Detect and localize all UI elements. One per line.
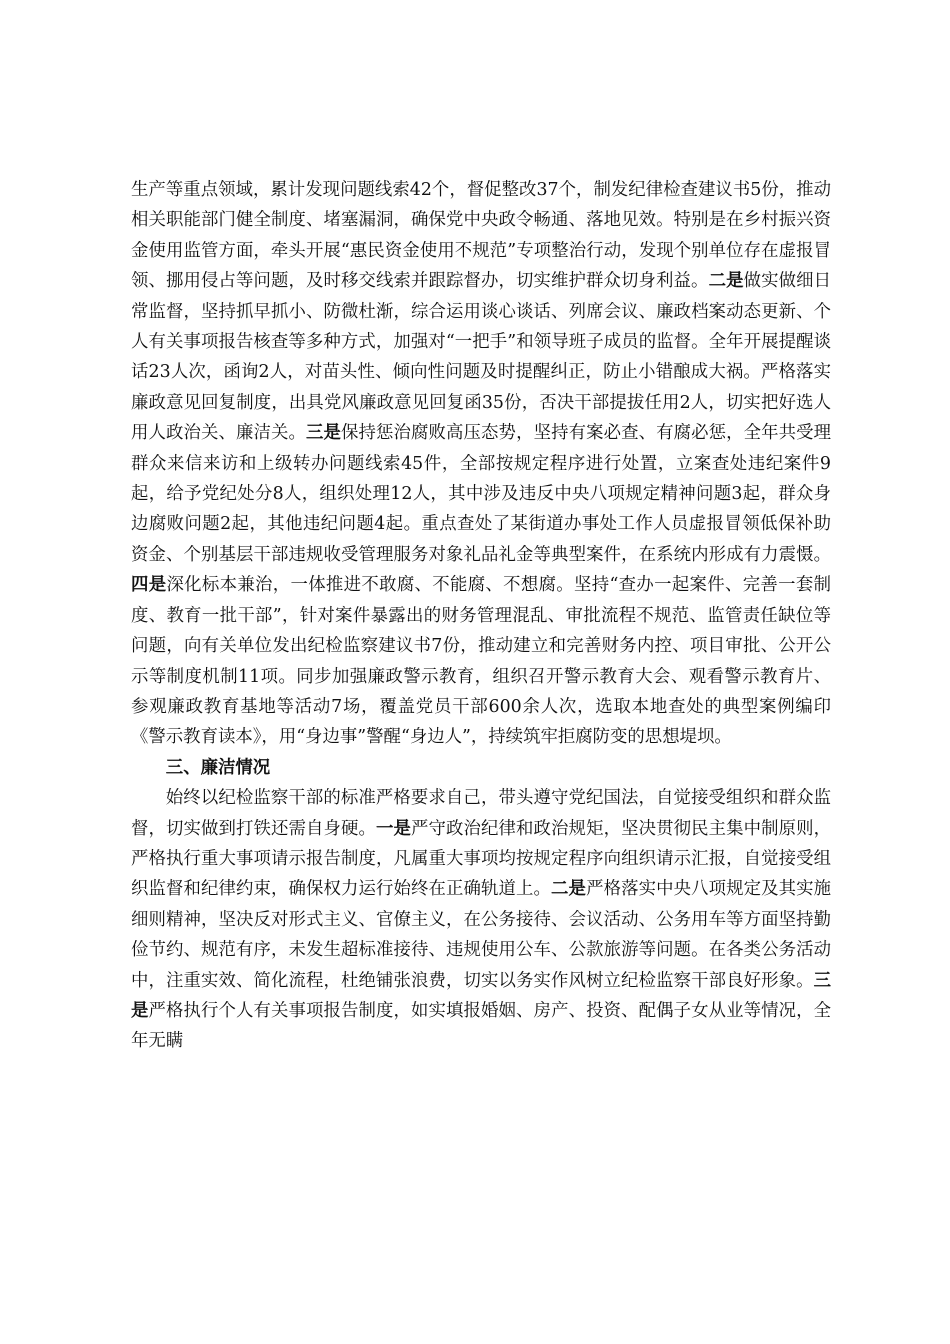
body-paragraph-supervision bbox=[131, 175, 831, 753]
bold-lead-in: 二是 bbox=[551, 879, 587, 900]
text-run: 严格落实中央八项规定及其实施细则精神，坚决反对形式主义、官僚主义，在公务接待、会议活动、公务用车等方面坚持勤俭节约、规范有序，未发生超标准接待、违规使用公车、公款旅游等问题。在各类公务活动中，注重实效、简化流程，杜绝铺张浪费，切实以务实作风树立纪检监察干部良好形象。 bbox=[131, 879, 831, 991]
text-run: 生产等重点领域，累计发现问题线索42个，督促整改37个，制发纪律检查建议书5份，推动相关职能部门健全制度、堵塞漏洞，确保党中央政令畅通、落地见效。特别是在乡村振兴资金使用监管方面，牵头开展“惠民资金使用不规范”专项整治行动，发现个别单位存在虚报冒领、挪用侵占等问题，及时移交线索并跟踪督办，切实维护群众切身利益。 bbox=[131, 180, 831, 292]
bold-lead-in: 二是 bbox=[708, 271, 744, 292]
text-run: 深化标本兼治，一体推进不敢腐、不能腐、不想腐。坚持“查办一起案件、完善一套制度、教育一批干部”，针对案件暴露出的财务管理混乱、审批流程不规范、监管责任缺位等问题，向有关单位发出纪检监察建议书7份，推动建立和完善财务内控、项目审批、公开公示等制度机制11项。同步加强廉政警示教育，组织召开警示教育大会、观看警示教育片、参观廉政教育基地等活动7场，覆盖党员干部600余人次，选取本地查处的典型案例编印《警示教育读本》，用“身边事”警醒“身边人”，持续筑牢拒腐防变的思想堤坝。 bbox=[131, 575, 831, 748]
section-heading-integrity: 三、廉洁情况 bbox=[165, 757, 271, 778]
bold-lead-in: 四是 bbox=[131, 575, 167, 596]
bold-lead-in: 三是 bbox=[131, 970, 831, 1021]
text-run: 严格执行个人有关事项报告制度，如实填报婚姻、房产、投资、配偶子女从业等情况，全年无瞒 bbox=[131, 1000, 831, 1052]
text-run: 做实做细日常监督，坚持抓早抓小、防微杜渐，综合运用谈心谈话、列席会议、廉政档案动态更新、个人有关事项报告核查等多种方式，加强对“一把手”和领导班子成员的监督。全年开展提醒谈话23人次，函询2人，对苗头性、倾向性问题及时提醒纠正，防止小错酿成大祸。严格落实廉政意见回复制度，出具党风廉政意见回复函35份，否决干部提拔任用2人，切实把好选人用人政治关、廉洁关。 bbox=[131, 271, 831, 444]
bold-lead-in: 一是 bbox=[376, 818, 412, 839]
text-run: 保持惩治腐败高压态势，坚持有案必查、有腐必惩，全年共受理群众来信来访和上级转办问题线索45件，全部按规定程序进行处置，立案查处违纪案件9起，给予党纪处分8人，组织处理12人，其中涉及违反中央八项规定精神问题3起，群众身边腐败问题2起，其他违纪问题4起。重点查处了某街道办事处工作人员虚报冒领低保补助资金、个别基层干部违规收受管理服务对象礼品礼金等典型案件，在系统内形成有力震慑。 bbox=[131, 423, 831, 565]
text-run: 始终以纪检监察干部的标准严格要求自己，带头遵守党纪国法，自觉接受组织和群众监督，切实做到打铁还需自身硬。 bbox=[131, 788, 831, 839]
body-paragraph-integrity bbox=[131, 783, 831, 1057]
text-run: 严守政治纪律和政治规矩，坚决贯彻民主集中制原则，严格执行重大事项请示报告制度，凡属重大事项均按规定程序向组织请示汇报，自觉接受组织监督和纪律约束，确保权力运行始终在正确轨道上。 bbox=[131, 818, 831, 900]
document-page bbox=[131, 175, 831, 1057]
bold-lead-in: 三是 bbox=[306, 423, 342, 444]
